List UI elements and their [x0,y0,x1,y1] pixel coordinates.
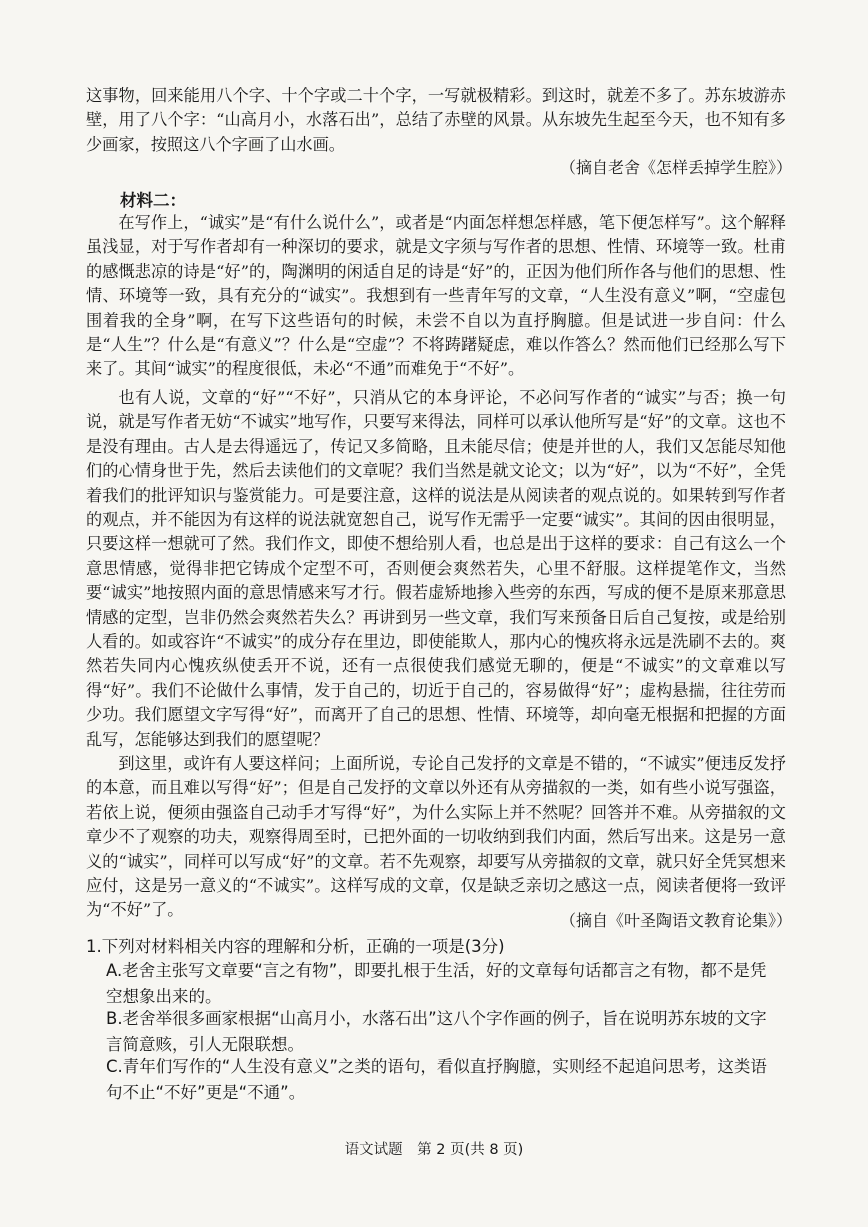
paragraph-3: 到这里，或许有人要这样问；上面所说，专论自己发抒的文章是不错的，“不诚实”便违反发抒的本意，而且难以写得“好”；但是自己发抒的文章以外还有从旁描叙的一类，如有些小说写强盗，若依上说，便须由强盗自己动手才写得“好”，为什么实际上并不然呢？回答并不难。从旁描叙的文章少不了观察的功夫，观察得周至时，已把外面的一切收纳到我们内面，然后写出来。这是另一意义的“诚实”，同样可以写成“好”的文章。若不先观察，却要写从旁描叙的文章，就只好全凭冥想来应付，这是另一意义的“不诚实”。这样写成的文章，仅是缺乏亲切之感这一点，阅读者便将一致评为“不好”了。 [86,754,786,920]
paragraph-continuation: 这事物，回来能用八个字、十个字或二十个字，一写就极精彩。到这时，就差不多了。苏东坡游赤壁，用了八个字：“山高月小，水落石出”，总结了赤壁的风景。从东坡先生起至今天，也不知有多少画家，按照这八个字画了山水画。 [86,86,786,154]
question-1-stem: 1.下列对材料相关内容的理解和分析，正确的一项是(3分) [86,937,505,956]
material-2-heading: 材料二： [120,191,186,210]
option-a: A.老舍主张写文章要“言之有物”，即要扎根于生活，好的文章每句话都言之有物，都不是凭空想象出来的。 [106,961,767,1006]
paragraph-1: 在写作上，“诚实”是“有什么说什么”，或者是“内面怎样想怎样感，笔下便怎样写”。这个解释虽浅显，对于写作者却有一种深切的要求，就是文字须与写作者的思想、性情、环境等一致。杜甫的感慨悲凉的诗是“好”的，陶渊明的闲适自足的诗是“好”的，正因为他们所作各与他们的思想、性情、环境等一致，具有充分的“诚实”。我想到有一些青年写的文章，“人生没有意义”啊，“空虚包围着我的全身”啊，在写下这些语句的时候，未尝不自以为直抒胸臆。但是试进一步自问：什么是“人生”？什么是“有意义”？什么是“空虚”？不将踌躇疑虑，难以作答么？然而他们已经那么写下来了。其间“诚实”的程度很低，未必“不通”而难免于“不好”。 [86,213,786,379]
page-footer: 语文试题 第 2 页(共 8 页) [344,1142,524,1158]
paragraph-2: 也有人说，文章的“好”“不好”，只消从它的本身评论，不必问写作者的“诚实”与否；换一句说，就是写作者无妨“不诚实”地写作，只要写来得法，同样可以承认他所写是“好”的文章。这也不是没有理由。古人是去得遥远了，传记又多简略，且未能尽信；使是并世的人，我们又怎能尽知他们的心情身世于先，然后去读他们的文章呢？我们当然是就文论文；以为“好”，以为“不好”，全凭着我们的批评知识与鉴赏能力。可是要注意，这样的说法是从阅读者的观点说的。如果转到写作者的观点，并不能因为有这样的说法就宽恕自己，说写作无需乎一定要“诚实”。其间的因由很明显，只要这样一想就可了然。我们作文，即使不想给别人看，也总是出于这样的要求：自己有这么一个意思情感，觉得非把它铸成个定型不可，否则便会爽然若失，心里不舒服。这样提笔作文，当然要“诚实”地按照内面的意思情感来写才行。假若虚矫地掺入些旁的东西，写成的便不是原来那意思情感的定型，岂非仍然会爽然若失么？再讲到另一些文章，我们写来预备日后自己复按，或是给别人看的。如或容许“不诚实”的成分存在里边，即使能欺人，那内心的愧疚将永远是洗刷不去的。爽然若失同内心愧疚纵使丢开不说，还有一点很使我们感觉无聊的，便是“不诚实”的文章难以写得“好”。我们不论做什么事情，发于自己的，切近于自己的，容易做得“好”；虚构悬揣，往往劳而少功。我们愿望文字写得“好”，而离开了自己的思想、性情、环境等，却向毫无根据和把握的方面乱写，怎能够达到我们的愿望呢？ [86,388,786,749]
option-c: C.青年们写作的“人生没有意义”之类的语句，看似直抒胸臆，实则经不起追问思考，这类语句不止“不好”更是“不通”。 [106,1057,767,1102]
source-citation-laoshe: （摘自老舍《怎样丢掉学生腔》） [559,158,792,177]
source-citation-yeshengtao: （摘自《叶圣陶语文教育论集》） [559,911,792,930]
option-b: B.老舍举很多画家根据“山高月小，水落石出”这八个字作画的例子，旨在说明苏东坡的文字言简意赅，引人无限联想。 [106,1009,767,1054]
